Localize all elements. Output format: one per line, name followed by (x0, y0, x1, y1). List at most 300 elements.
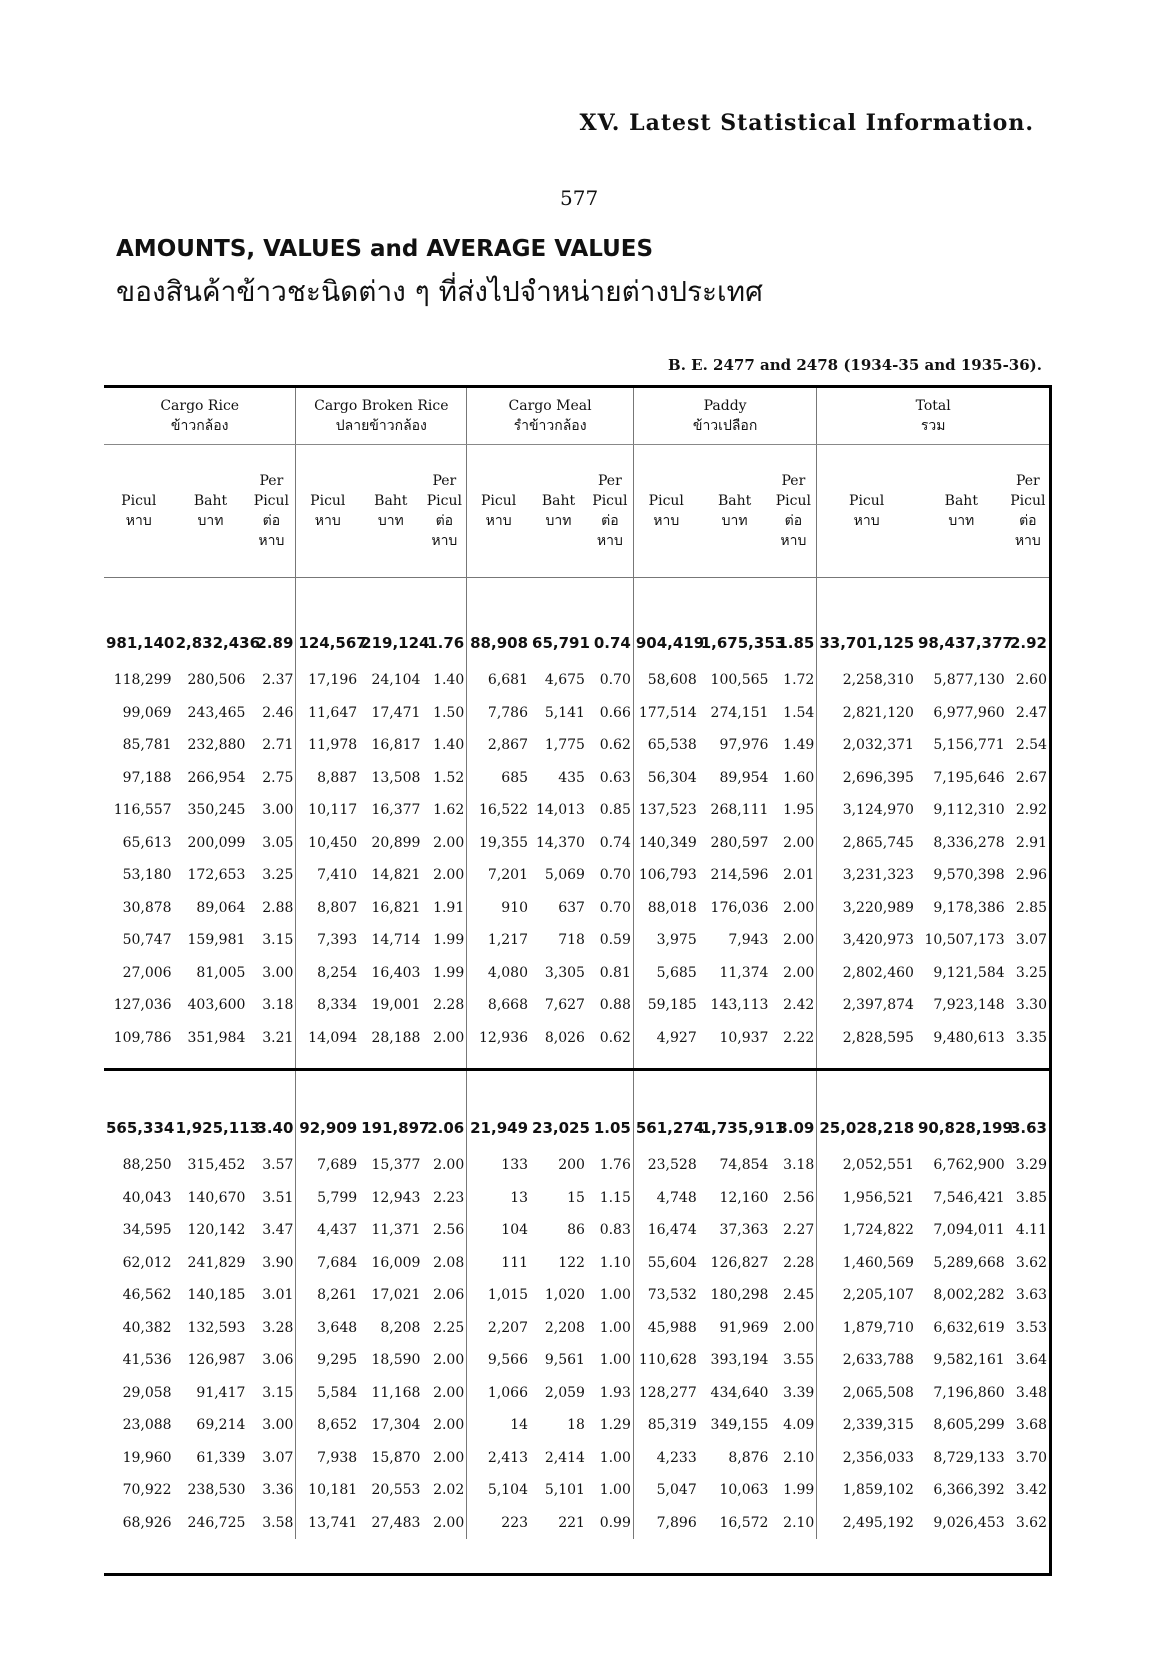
blank-cell (174, 578, 248, 623)
table-cell: 2.00 (770, 827, 816, 860)
group-name-th: รำข้าวกล้อง (513, 418, 587, 434)
table-cell: 97,188 (122, 769, 172, 786)
table-cell: 3.40 (247, 1107, 296, 1149)
per-picul-header (247, 445, 296, 578)
table-cell: 3.36 (247, 1474, 296, 1507)
table-cell: 243,465 (187, 704, 246, 721)
table-row (104, 924, 1049, 957)
table-cell: 8,876 (728, 1449, 769, 1466)
table-cell: 2,413 (487, 1449, 529, 1466)
baht-header (916, 445, 1007, 578)
table-cell: 143,113 (710, 997, 769, 1014)
table-cell: 17,304 (371, 1417, 421, 1434)
table-cell: 0.83 (587, 1214, 633, 1247)
table-cell: 1.91 (422, 892, 466, 925)
table-cell: 2.27 (770, 1214, 816, 1247)
table-cell: 9,121,584 (933, 964, 1005, 981)
table-cell: 5,101 (544, 1482, 585, 1499)
table-cell: 7,196,860 (933, 1384, 1005, 1401)
table-cell: 2.00 (422, 1022, 466, 1055)
blank-cell (104, 1054, 174, 1070)
picul-header (467, 445, 530, 578)
table-cell: 9,480,613 (933, 1029, 1005, 1046)
table-cell: 2.28 (422, 989, 466, 1022)
table-cell: 81,005 (196, 964, 246, 981)
table-cell: 99,069 (122, 704, 172, 721)
table-cell: 62,012 (122, 1254, 172, 1271)
table-cell: 1.00 (587, 1312, 633, 1345)
table-cell: 10,937 (719, 1029, 769, 1046)
table-cell: 7,410 (317, 867, 358, 884)
blank-cell (770, 1070, 816, 1108)
table-cell: 41,536 (122, 1352, 172, 1369)
table-row (104, 1149, 1049, 1182)
table-cell: 61,339 (196, 1449, 246, 1466)
table-row (104, 1474, 1049, 1507)
table-cell: 3.25 (1015, 964, 1047, 981)
picul-th: หาบ (853, 513, 880, 529)
table-cell: 140,670 (187, 1189, 246, 1206)
blank-cell (633, 1054, 698, 1070)
table-row (104, 1344, 1049, 1377)
table-cell: 1.99 (422, 924, 466, 957)
table-cell: 2.71 (247, 729, 296, 762)
blank-cell (359, 1070, 422, 1108)
table-cell: 2.46 (247, 697, 296, 730)
table-cell: 116,557 (113, 802, 172, 819)
table-cell: 16,474 (647, 1222, 697, 1239)
blank-cell (1007, 578, 1049, 623)
table-cell: 0.59 (587, 924, 633, 957)
table-cell: 3.63 (1009, 1119, 1047, 1137)
picul-en: Picul (310, 493, 346, 509)
table-cell: 2.10 (770, 1507, 816, 1540)
table-cell: 85,319 (647, 1417, 697, 1434)
table-cell: 2.92 (1015, 802, 1047, 819)
table-cell: 1,217 (487, 932, 529, 949)
table-row (104, 892, 1049, 925)
per-picul-label: Picul (426, 493, 462, 509)
table-cell: 1.62 (422, 794, 466, 827)
table-cell: 9,561 (544, 1352, 585, 1369)
table-cell: 13,508 (371, 769, 421, 786)
table-cell: 159,981 (187, 932, 246, 949)
per-picul-label: Per (432, 473, 457, 489)
table-cell: 91,969 (719, 1319, 769, 1336)
blank-cell (467, 1054, 530, 1070)
blank-cell (467, 578, 530, 623)
table-cell: 69,214 (196, 1417, 246, 1434)
table-cell: 7,393 (317, 932, 358, 949)
group-header (633, 388, 816, 445)
blank-cell (916, 1070, 1007, 1108)
blank-cell (699, 1070, 771, 1108)
table-cell: 4,080 (487, 964, 529, 981)
table-cell: 86 (567, 1222, 585, 1239)
table-cell: 1,956,521 (842, 1189, 914, 1206)
table-cell: 16,817 (371, 737, 421, 754)
table-cell: 1,015 (487, 1287, 529, 1304)
table-cell: 6,632,619 (933, 1319, 1005, 1336)
table-cell: 0.62 (587, 1022, 633, 1055)
table-cell: 2,258,310 (842, 672, 914, 689)
table-cell: 1.00 (587, 1474, 633, 1507)
per-picul-label: หาบ (431, 533, 458, 549)
table-cell: 17,021 (371, 1287, 421, 1304)
table-cell: 3,220,989 (842, 899, 914, 916)
group-header (296, 388, 467, 445)
page-subtitle-thai: ของสินค้าข้าวชะนิดต่าง ๆ ที่ส่งไปจำหน่ายต่างประเทศ (116, 275, 763, 308)
table-cell: 110,628 (638, 1352, 697, 1369)
table-cell: 3.55 (770, 1344, 816, 1377)
blank-cell (770, 1054, 816, 1070)
table-cell: 3.15 (247, 1377, 296, 1410)
table-cell: 3.15 (247, 924, 296, 957)
table-cell: 280,597 (710, 834, 769, 851)
per-picul-header (770, 445, 816, 578)
table-cell: 180,298 (710, 1287, 769, 1304)
per-picul-label: ต่อ (601, 513, 619, 529)
table-cell: 122 (558, 1254, 585, 1271)
table-cell: 176,036 (710, 899, 769, 916)
table-cell: 3,124,970 (842, 802, 914, 819)
table-cell: 56,304 (647, 769, 697, 786)
group-header (817, 388, 1049, 445)
table-cell: 3.30 (1015, 997, 1047, 1014)
table-cell: 0.85 (587, 794, 633, 827)
table-cell: 393,194 (710, 1352, 769, 1369)
table-cell: 0.74 (587, 622, 633, 664)
table-cell: 3.57 (247, 1149, 296, 1182)
table-cell: 8,208 (380, 1319, 421, 1336)
table-cell: 16,009 (371, 1254, 421, 1271)
group-name-th: รวม (920, 418, 946, 434)
table-cell: 73,532 (647, 1287, 697, 1304)
table-cell: 2,059 (544, 1384, 585, 1401)
table-cell: 11,371 (371, 1222, 421, 1239)
table-cell: 15 (567, 1189, 585, 1206)
table-cell: 177,514 (638, 704, 697, 721)
table-cell: 13,741 (308, 1514, 358, 1531)
table-cell: 88,250 (122, 1157, 172, 1174)
table-cell: 0.70 (587, 859, 633, 892)
baht-header (174, 445, 248, 578)
table-cell: 28,188 (371, 1029, 421, 1046)
table-cell: 2.85 (1015, 899, 1047, 916)
table-cell: 2.54 (1015, 737, 1047, 754)
table-cell: 434,640 (710, 1384, 769, 1401)
table-row (104, 697, 1049, 730)
table-cell: 17,471 (371, 704, 421, 721)
table-cell: 1.72 (770, 664, 816, 697)
table-cell: 2,032,371 (842, 737, 914, 754)
table-cell: 2.25 (422, 1312, 466, 1345)
table-cell: 23,528 (647, 1157, 697, 1174)
blank-cell (587, 1070, 633, 1108)
table-cell: 3.09 (770, 1107, 816, 1149)
table-cell: 40,382 (122, 1319, 172, 1336)
table-cell: 21,949 (470, 1119, 529, 1137)
table-cell: 2.56 (422, 1214, 466, 1247)
table-cell: 0.62 (587, 729, 633, 762)
table-cell: 18 (567, 1417, 585, 1434)
table-cell: 3.18 (770, 1149, 816, 1182)
table-cell: 7,094,011 (933, 1222, 1005, 1239)
table-cell: 3.58 (247, 1507, 296, 1540)
blank-cell (587, 578, 633, 623)
table-cell: 232,880 (187, 737, 246, 754)
table-cell: 3.05 (247, 827, 296, 860)
table-cell: 37,363 (719, 1222, 769, 1239)
table-cell: 3,420,973 (842, 932, 914, 949)
table-cell: 2,356,033 (842, 1449, 914, 1466)
table-cell: 33,701,125 (819, 634, 915, 652)
baht-th: บาท (197, 513, 224, 529)
table-cell: 3.07 (1015, 932, 1047, 949)
table-cell: 1.50 (422, 697, 466, 730)
table-cell: 5,685 (656, 964, 697, 981)
table-cell: 246,725 (187, 1514, 246, 1531)
table-cell: 50,747 (122, 932, 172, 949)
table-cell: 3.39 (770, 1377, 816, 1410)
table-cell: 140,185 (187, 1287, 246, 1304)
table-cell: 4,437 (317, 1222, 358, 1239)
table-cell: 5,799 (317, 1189, 358, 1206)
blank-cell (1007, 1054, 1049, 1070)
table-cell: 106,793 (638, 867, 697, 884)
table-cell: 8,026 (544, 1029, 585, 1046)
table-cell: 10,063 (719, 1482, 769, 1499)
table-cell: 0.99 (587, 1507, 633, 1540)
table-cell: 280,506 (187, 672, 246, 689)
blank-cell (1007, 1070, 1049, 1108)
table-cell: 65,791 (532, 634, 590, 652)
per-picul-label: Per (259, 473, 284, 489)
table-cell: 11,978 (308, 737, 358, 754)
table-cell: 104 (501, 1222, 529, 1239)
table-cell: 350,245 (187, 802, 246, 819)
table-cell: 3,648 (317, 1319, 358, 1336)
table-cell: 3.06 (247, 1344, 296, 1377)
table-cell: 120,142 (187, 1222, 246, 1239)
table-cell: 133 (501, 1157, 529, 1174)
table-cell: 2.10 (770, 1442, 816, 1475)
table-cell: 19,355 (479, 834, 529, 851)
per-picul-label: Per (1015, 473, 1040, 489)
picul-header (104, 445, 174, 578)
table-cell: 2.91 (1015, 834, 1047, 851)
table-cell: 2.88 (247, 892, 296, 925)
table-cell: 219,124 (361, 634, 430, 652)
table-cell: 7,938 (317, 1449, 358, 1466)
table-cell: 191,897 (361, 1119, 430, 1137)
table-cell: 74,854 (719, 1157, 769, 1174)
group-name-th: ข้าวเปลือก (692, 418, 758, 434)
table-cell: 3.62 (1015, 1514, 1047, 1531)
table-cell: 14,370 (535, 834, 585, 851)
table-cell: 10,450 (308, 834, 358, 851)
table-cell: 9,178,386 (933, 899, 1005, 916)
baht-th: บาท (721, 513, 748, 529)
table-cell: 14,013 (535, 802, 585, 819)
table-cell: 2.47 (1015, 704, 1047, 721)
table-cell: 266,954 (187, 769, 246, 786)
table-cell: 126,827 (710, 1254, 769, 1271)
table-cell: 4,233 (656, 1449, 697, 1466)
table-cell: 637 (558, 899, 585, 916)
table-cell: 17,196 (308, 672, 358, 689)
table-cell: 6,977,960 (933, 704, 1005, 721)
table-cell: 20,553 (371, 1482, 421, 1499)
table-cell: 7,201 (487, 867, 529, 884)
table-row (104, 827, 1049, 860)
table-cell: 40,043 (122, 1189, 172, 1206)
per-picul-label: Picul (253, 493, 290, 509)
group-name-en: Total (915, 398, 951, 414)
table-cell: 97,976 (719, 737, 769, 754)
table-cell: 904,419 (635, 634, 705, 652)
table-cell: 14,094 (308, 1029, 358, 1046)
table-cell: 20,899 (371, 834, 421, 851)
table-cell: 3,975 (656, 932, 697, 949)
baht-th: บาท (948, 513, 975, 529)
table-cell: 1,879,710 (842, 1319, 914, 1336)
table-row (104, 1409, 1049, 1442)
table-cell: 221 (558, 1514, 585, 1531)
table-row (104, 957, 1049, 990)
table-cell: 23,025 (532, 1119, 590, 1137)
table-row (104, 1247, 1049, 1280)
picul-en: Picul (121, 493, 157, 509)
table-cell: 137,523 (638, 802, 697, 819)
table-cell: 0.88 (587, 989, 633, 1022)
table-cell: 2.56 (770, 1182, 816, 1215)
table-cell: 8,605,299 (933, 1417, 1005, 1434)
table-cell: 0.81 (587, 957, 633, 990)
blank-cell (467, 1070, 530, 1108)
table-cell: 200,099 (187, 834, 246, 851)
table-cell: 0.66 (587, 697, 633, 730)
table-cell: 2,633,788 (842, 1352, 914, 1369)
table-cell: 1.85 (770, 622, 816, 664)
table-cell: 7,195,646 (933, 769, 1005, 786)
table-cell: 3.48 (1015, 1384, 1047, 1401)
table-row (104, 762, 1049, 795)
table-cell: 27,006 (122, 964, 172, 981)
table-cell: 2,495,192 (842, 1514, 914, 1531)
picul-th: หาบ (125, 513, 152, 529)
group-name-en: Cargo Meal (508, 398, 592, 414)
blank-cell (699, 578, 771, 623)
blank-cell (247, 1054, 296, 1070)
table-cell: 1.00 (587, 1344, 633, 1377)
baht-header (530, 445, 587, 578)
table-cell: 98,437,377 (917, 634, 1013, 652)
baht-en: Baht (944, 493, 978, 509)
table-cell: 2.96 (1015, 867, 1047, 884)
table-cell: 1,066 (487, 1384, 529, 1401)
table-cell: 0.74 (587, 827, 633, 860)
table-cell: 65,613 (122, 834, 172, 851)
total-row (104, 1107, 1049, 1149)
table-cell: 2.92 (1009, 634, 1047, 652)
table-cell: 7,943 (728, 932, 769, 949)
table-cell: 2,052,551 (842, 1157, 914, 1174)
table-cell: 15,377 (371, 1157, 421, 1174)
baht-th: บาท (545, 513, 572, 529)
table-cell: 2.00 (422, 1344, 466, 1377)
table-cell: 19,001 (371, 997, 421, 1014)
table-cell: 14,821 (371, 867, 421, 884)
baht-en: Baht (193, 493, 228, 509)
table-cell: 223 (501, 1514, 529, 1531)
per-picul-label: Picul (1010, 493, 1046, 509)
table-cell: 403,600 (187, 997, 246, 1014)
blank-cell (633, 578, 698, 623)
table-cell: 3,305 (544, 964, 585, 981)
table-cell: 92,909 (299, 1119, 358, 1137)
period-label: B. E. 2477 and 2478 (1934-35 and 1935-36). (668, 356, 1042, 374)
group-header (467, 388, 634, 445)
table-cell: 126,987 (187, 1352, 246, 1369)
table-cell: 2.06 (422, 1107, 466, 1149)
table-cell: 685 (501, 769, 529, 786)
page-title: AMOUNTS, VALUES and AVERAGE VALUES (116, 236, 654, 262)
table-cell: 3.70 (1015, 1449, 1047, 1466)
blank-cell (359, 578, 422, 623)
table-cell: 3.29 (1015, 1157, 1047, 1174)
per-picul-header (422, 445, 466, 578)
table-cell: 7,896 (656, 1514, 697, 1531)
table-cell: 172,653 (187, 867, 246, 884)
table-row (104, 1279, 1049, 1312)
table-cell: 118,299 (113, 672, 172, 689)
table-cell: 3.62 (1015, 1254, 1047, 1271)
table-cell: 34,595 (122, 1222, 172, 1239)
table-cell: 11,168 (371, 1384, 421, 1401)
table-cell: 4.09 (770, 1409, 816, 1442)
table-cell: 2,208 (544, 1319, 585, 1336)
table-cell: 1.10 (587, 1247, 633, 1280)
table-cell: 2,828,595 (842, 1029, 914, 1046)
table-cell: 0.63 (587, 762, 633, 795)
per-picul-label: หาบ (596, 533, 623, 549)
table-cell: 9,026,453 (933, 1514, 1005, 1531)
table-cell: 1.00 (587, 1279, 633, 1312)
table-cell: 46,562 (122, 1287, 172, 1304)
picul-en: Picul (849, 493, 885, 509)
table-cell: 124,567 (298, 634, 367, 652)
table-row (104, 1442, 1049, 1475)
table-cell: 2.45 (770, 1279, 816, 1312)
table-cell: 2.01 (770, 859, 816, 892)
table-cell: 111 (501, 1254, 529, 1271)
table-cell: 7,546,421 (933, 1189, 1005, 1206)
blank-cell (633, 1070, 698, 1108)
table-cell: 1,675,353 (700, 634, 786, 652)
table-cell: 268,111 (710, 802, 769, 819)
rice-export-table (104, 388, 1049, 1539)
table-cell: 3.42 (1015, 1482, 1047, 1499)
table-cell: 2.00 (422, 1149, 466, 1182)
table-cell: 10,117 (308, 802, 358, 819)
table-cell: 2.00 (422, 827, 466, 860)
table-cell: 2.00 (422, 1507, 466, 1540)
table-cell: 10,181 (308, 1482, 358, 1499)
table-cell: 10,507,173 (924, 932, 1005, 949)
table-row (104, 989, 1049, 1022)
table-cell: 3.28 (247, 1312, 296, 1345)
